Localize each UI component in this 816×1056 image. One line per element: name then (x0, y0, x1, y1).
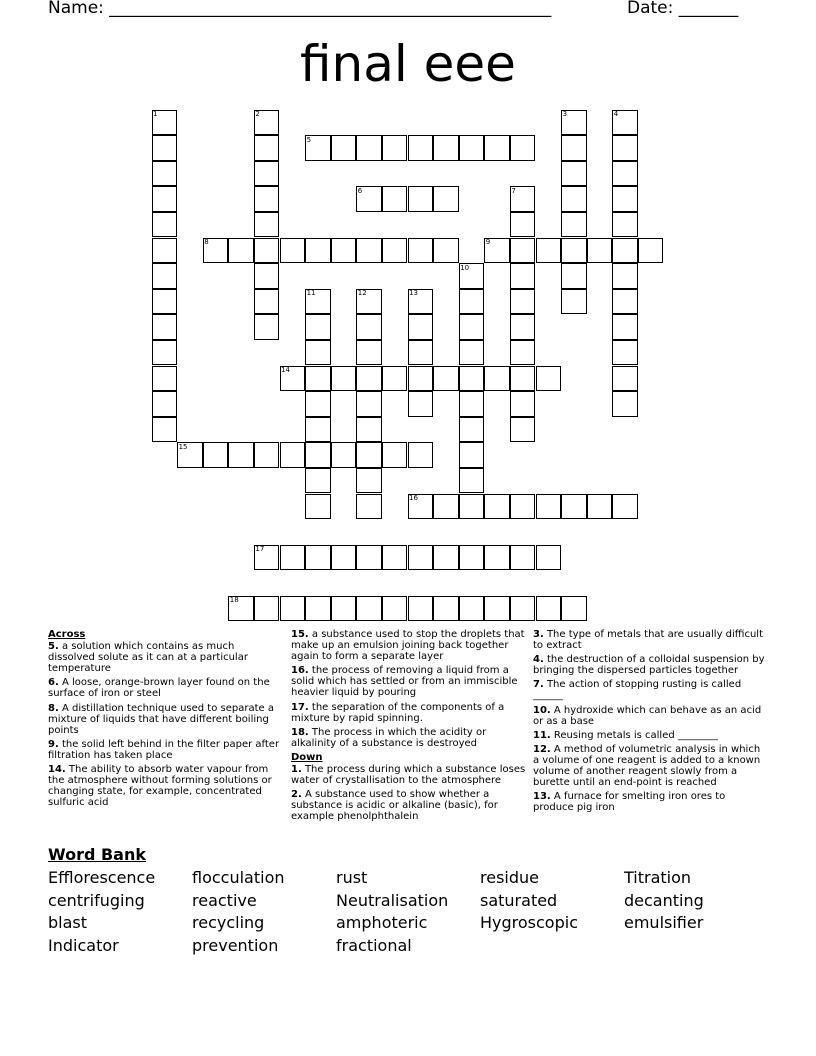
crossword-cell[interactable] (305, 391, 331, 417)
crossword-cell[interactable] (612, 161, 638, 187)
crossword-cell[interactable] (612, 135, 638, 161)
name-field[interactable]: Name: ____________________________________________________ (48, 0, 552, 18)
crossword-cell[interactable] (433, 596, 459, 622)
cell-number: 11 (306, 289, 316, 298)
crossword-cell[interactable] (587, 494, 613, 520)
crossword-cell[interactable] (331, 596, 357, 622)
crossword-cell[interactable] (356, 314, 382, 340)
cell-number: 5 (306, 135, 312, 144)
crossword-cell[interactable] (305, 366, 331, 392)
crossword-cell[interactable] (408, 366, 434, 392)
crossword-cell[interactable] (510, 212, 536, 238)
crossword-cell[interactable] (305, 468, 331, 494)
crossword-cell[interactable] (331, 238, 357, 264)
cell-number: 13 (409, 289, 418, 298)
word-bank-item: blast (48, 913, 88, 933)
cell-number: 6 (357, 186, 363, 195)
crossword-cell[interactable] (484, 135, 510, 161)
crossword-cell[interactable] (382, 186, 408, 212)
word-bank-item: fractional (336, 935, 412, 955)
crossword-cell[interactable] (561, 135, 587, 161)
clue-down-13: 13. A furnace for smelting iron ores to produce pig iron (533, 791, 726, 814)
crossword-cell[interactable] (408, 596, 434, 622)
cell-number: 2 (255, 110, 260, 118)
crossword-cell[interactable] (254, 186, 280, 212)
clue-across-17: 17. the separation of the components of a mixture by rapid spinning. (291, 701, 505, 724)
crossword-cell[interactable] (408, 442, 434, 468)
crossword-cell[interactable] (459, 340, 485, 366)
cell-number: 1 (153, 110, 158, 118)
crossword-cell[interactable] (331, 545, 357, 571)
cell-number: 8 (204, 238, 209, 246)
crossword-cell[interactable] (510, 494, 536, 520)
crossword-cell[interactable] (561, 212, 587, 238)
crossword-cell[interactable] (305, 238, 331, 264)
word-bank-item: Neutralisation (336, 890, 449, 910)
crossword-cell[interactable] (612, 494, 638, 520)
crossword-cell[interactable] (587, 238, 613, 264)
clue-across-18: 18. The process in which the acidity or alkalinity of a substance is destroyed (291, 726, 487, 749)
crossword-cell[interactable] (510, 263, 536, 289)
word-bank-item: amphoteric (336, 913, 428, 933)
word-bank-title: Word Bank (48, 845, 147, 864)
cell-number: 7 (511, 186, 516, 195)
crossword-cell[interactable] (561, 494, 587, 520)
clue-across-8: 8. A distillation technique used to separate a mixture of liquids that have different boiling points (48, 702, 274, 736)
word-bank-item: Titration (624, 868, 692, 887)
cell-number: 17 (255, 545, 265, 554)
crossword-cell[interactable] (612, 238, 638, 264)
crossword-cell[interactable] (152, 340, 178, 366)
crossword-cell[interactable] (382, 596, 408, 622)
crossword-cell[interactable] (382, 366, 408, 392)
crossword-cell[interactable] (459, 417, 485, 443)
cell-number: 12 (357, 289, 367, 298)
crossword-cell[interactable] (510, 314, 536, 340)
crossword-cell[interactable] (484, 366, 510, 392)
date-field[interactable]: Date: _______ (627, 0, 739, 18)
crossword-cell[interactable] (203, 442, 229, 468)
word-bank-item: Hygroscopic (480, 913, 578, 933)
crossword-cell[interactable] (612, 340, 638, 366)
crossword-cell[interactable] (612, 212, 638, 238)
crossword-cell[interactable] (459, 596, 485, 622)
crossword-cell[interactable] (510, 289, 536, 315)
crossword-cell[interactable] (356, 135, 382, 161)
cell-number: 16 (409, 494, 418, 502)
word-bank-item: prevention (192, 935, 279, 955)
clues-column-1 (48, 629, 283, 811)
crossword-cell[interactable] (305, 417, 331, 443)
crossword-cell[interactable] (510, 135, 536, 161)
crossword-cell[interactable] (356, 340, 382, 366)
cell-number: 4 (613, 110, 619, 118)
crossword-cell[interactable] (254, 238, 280, 264)
word-bank-item: emulsifier (624, 913, 704, 933)
word-bank-item: rust (336, 868, 368, 887)
crossword-cell[interactable] (484, 596, 510, 622)
clues-column-3 (533, 629, 768, 816)
clue-down-4: 4. the destruction of a colloidal suspension by bringing the dispersed particles together (533, 654, 765, 677)
cell-number: 14 (281, 366, 290, 374)
clues-column-2 (291, 629, 526, 826)
crossword-cell[interactable] (254, 161, 280, 187)
crossword-cell[interactable] (408, 238, 434, 264)
crossword-cell[interactable] (356, 238, 382, 264)
crossword-cell[interactable] (484, 494, 510, 520)
cell-number: 15 (178, 442, 188, 451)
crossword-cell[interactable] (459, 468, 485, 494)
crossword-cell[interactable] (152, 314, 178, 340)
down-heading: Down (291, 751, 323, 763)
cell-number: 10 (460, 263, 470, 272)
crossword-cell[interactable] (561, 238, 587, 264)
crossword-cell[interactable] (280, 442, 306, 468)
crossword-cell[interactable] (536, 596, 562, 622)
crossword-cell[interactable] (459, 545, 485, 571)
crossword-cell[interactable] (382, 238, 408, 264)
crossword-cell[interactable] (459, 494, 485, 520)
crossword-cell[interactable] (561, 289, 587, 315)
crossword-cell[interactable] (152, 263, 178, 289)
crossword-cell[interactable] (612, 289, 638, 315)
crossword-cell[interactable] (305, 314, 331, 340)
crossword-cell[interactable] (408, 135, 434, 161)
crossword-cell[interactable] (510, 366, 536, 392)
crossword-cell[interactable] (459, 314, 485, 340)
clue-across-14: 14. The ability to absorb water vapour from the atmosphere without forming solutions or changing state, for example, concentrated sulfuric acid (48, 764, 272, 809)
crossword-cell[interactable] (536, 545, 562, 571)
crossword-cell[interactable] (612, 314, 638, 340)
word-bank-item: flocculation (192, 868, 285, 887)
crossword-cell[interactable] (305, 545, 331, 571)
crossword-cell[interactable] (382, 545, 408, 571)
crossword-cell[interactable] (331, 135, 357, 161)
crossword-cell[interactable] (612, 263, 638, 289)
crossword-cell[interactable] (408, 186, 434, 212)
crossword-cell[interactable] (356, 366, 382, 392)
crossword-cell[interactable] (561, 186, 587, 212)
crossword-cell[interactable] (228, 238, 254, 264)
crossword-cell[interactable] (254, 442, 280, 468)
crossword-cell[interactable] (152, 391, 178, 417)
crossword-cell[interactable] (382, 442, 408, 468)
clue-across-5: 5. a solution which contains as much dissolved solute as it can at a particular temperature (48, 641, 248, 675)
crossword-cell[interactable] (459, 391, 485, 417)
crossword-cell[interactable] (254, 596, 280, 622)
crossword-cell[interactable] (280, 238, 306, 264)
crossword-cell[interactable] (152, 366, 178, 392)
crossword-cell[interactable] (459, 135, 485, 161)
crossword-cell[interactable] (356, 545, 382, 571)
crossword-cell[interactable] (152, 186, 178, 212)
crossword-cell[interactable] (510, 545, 536, 571)
word-bank-item: saturated (480, 890, 558, 910)
cell-number: 18 (229, 596, 239, 605)
crossword-cell[interactable] (331, 366, 357, 392)
crossword-cell[interactable] (510, 391, 536, 417)
crossword-cell[interactable] (612, 366, 638, 392)
crossword-cell[interactable] (459, 442, 485, 468)
crossword-cell[interactable] (152, 161, 178, 187)
crossword-cell[interactable] (152, 417, 178, 443)
crossword-cell[interactable] (305, 596, 331, 622)
crossword-cell[interactable] (280, 596, 306, 622)
clue-down-7: 7. The action of stopping rusting is called ______ (533, 679, 742, 702)
crossword-cell[interactable] (356, 468, 382, 494)
crossword-cell[interactable] (536, 366, 562, 392)
crossword-cell[interactable] (433, 135, 459, 161)
crossword-cell[interactable] (356, 442, 382, 468)
crossword-cell[interactable] (510, 596, 536, 622)
word-bank-item: Efflorescence (48, 868, 156, 887)
across-heading: Across (48, 629, 86, 640)
crossword-cell[interactable] (152, 135, 178, 161)
crossword-cell[interactable] (408, 314, 434, 340)
crossword-cell[interactable] (510, 238, 536, 264)
word-bank-item: reactive (192, 890, 257, 910)
crossword-cell[interactable] (510, 417, 536, 443)
clue-down-11: 11. Reusing metals is called ________ (533, 729, 718, 741)
crossword-cell[interactable] (433, 186, 459, 212)
crossword-cell[interactable] (433, 366, 459, 392)
crossword-cell[interactable] (561, 161, 587, 187)
crossword-cell[interactable] (254, 212, 280, 238)
crossword-cell[interactable] (561, 263, 587, 289)
crossword-cell[interactable] (484, 545, 510, 571)
crossword-cell[interactable] (152, 289, 178, 315)
clue-across-16: 16. the process of removing a liquid from a solid which has settled or from an immiscible heavier liquid by pouring (291, 665, 518, 699)
word-bank-item: decanting (624, 890, 704, 910)
crossword-cell[interactable] (254, 289, 280, 315)
crossword-cell[interactable] (152, 238, 178, 264)
crossword-cell[interactable] (510, 340, 536, 366)
page-title: final eee (300, 35, 516, 93)
word-bank-item: residue (480, 868, 539, 887)
crossword-cell[interactable] (433, 238, 459, 264)
clue-across-6: 6. A loose, orange-brown layer found on the surface of iron or steel (48, 677, 270, 700)
crossword-cell[interactable] (536, 238, 562, 264)
crossword-cell[interactable] (459, 366, 485, 392)
word-bank-item: centrifuging (48, 890, 145, 910)
crossword-cell[interactable] (305, 494, 331, 520)
crossword-cell[interactable] (356, 596, 382, 622)
crossword-cell[interactable] (408, 391, 434, 417)
clue-down-12: 12. A method of volumetric analysis in which a volume of one reagent is added to a known volume of another reagent slowly from a burette until an end-point is reached (533, 743, 761, 789)
clue-across-9: 9. the solid left behind in the filter paper after filtration has taken place (48, 738, 280, 761)
crossword-cell[interactable] (638, 238, 664, 264)
crossword-cell[interactable] (408, 340, 434, 366)
word-bank-item: Indicator (48, 935, 119, 955)
crossword-cell[interactable] (382, 135, 408, 161)
crossword-cell[interactable] (433, 545, 459, 571)
crossword-cell[interactable] (331, 442, 357, 468)
crossword-cell[interactable] (612, 391, 638, 417)
crossword-cell[interactable] (228, 442, 254, 468)
crossword-cell[interactable] (305, 442, 331, 468)
crossword-cell[interactable] (254, 314, 280, 340)
crossword-cell[interactable] (254, 135, 280, 161)
cell-number: 9 (485, 238, 491, 246)
clue-down-1: 1. The process during which a substance loses water of crystallisation to the atmosphere (291, 764, 526, 787)
crossword-cell[interactable] (254, 263, 280, 289)
crossword-cell[interactable] (356, 494, 382, 520)
crossword-cell[interactable] (459, 289, 485, 315)
crossword-cell[interactable] (305, 340, 331, 366)
crossword-cell[interactable] (433, 494, 459, 520)
clue-down-10: 10. A hydroxide which can behave as an acid or as a base (533, 704, 762, 727)
crossword-cell[interactable] (561, 596, 587, 622)
clue-down-2: 2. A substance used to show whether a substance is acidic or alkaline (basic), for example phenolphthalein (291, 789, 498, 823)
crossword-cell[interactable] (408, 545, 434, 571)
clue-across-15: 15. a substance used to stop the droplets that make up an emulsion joining back together again to form a separate layer (291, 629, 525, 663)
crossword-cell[interactable] (356, 417, 382, 443)
cell-number: 3 (562, 110, 568, 118)
crossword-cell[interactable] (536, 494, 562, 520)
crossword-cell[interactable] (612, 186, 638, 212)
crossword-cell[interactable] (152, 212, 178, 238)
clue-down-3: 3. The type of metals that are usually difficult to extract (533, 629, 764, 652)
word-bank-item: recycling (192, 913, 265, 933)
crossword-cell[interactable] (280, 545, 306, 571)
crossword-cell[interactable] (356, 391, 382, 417)
